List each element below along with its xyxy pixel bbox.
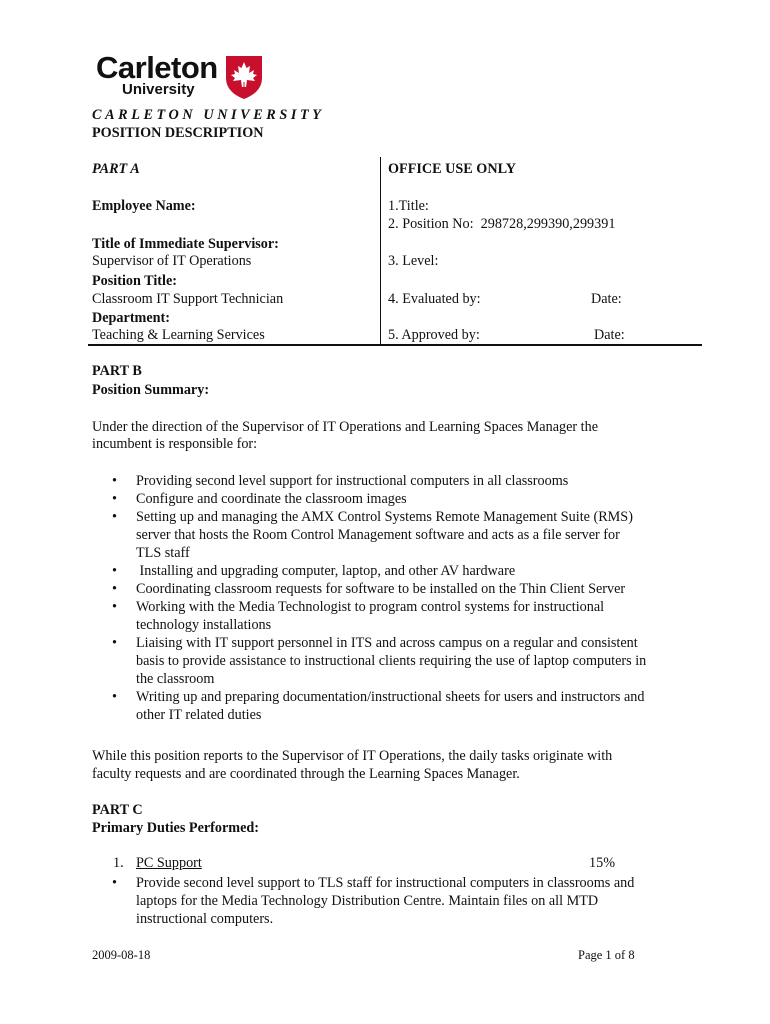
- office-evaluated-by-field: 4. Evaluated by:: [388, 291, 481, 307]
- list-item-text: • Working with the Media Technologist to program control systems for instructional: [136, 599, 605, 615]
- supervisor-label: Title of Immediate Supervisor:: [92, 236, 279, 252]
- document-title: POSITION DESCRIPTION: [92, 125, 264, 141]
- footer-date: 2009-08-18: [92, 948, 151, 962]
- supervisor-value: Supervisor of IT Operations: [92, 253, 252, 269]
- list-item: [91, 490, 731, 508]
- list-item-text: the classroom: [136, 671, 215, 687]
- employee-name-label: Employee Name:: [92, 198, 196, 214]
- duty-number: 1.: [113, 855, 124, 871]
- footer-page-number: Page 1 of 8: [578, 948, 635, 962]
- duty-percent: 15%: [589, 855, 616, 871]
- list-item-text: Providing second level support for instructional computers in all classrooms: [136, 473, 569, 489]
- office-approved-by-field: 5. Approved by:: [388, 327, 480, 343]
- list-item-text: • Setting up and managing the AMX Control Systems Remote Management Suite (RMS): [136, 509, 633, 525]
- list-item-text: • Liaising with IT support personnel in ITS and across campus on a regular and consistent: [136, 635, 638, 651]
- office-approved-date-field: Date:: [594, 327, 625, 343]
- summary-intro-line: incumbent is responsible for:: [92, 436, 258, 452]
- list-item-text: • Provide second level support to TLS staff for instructional computers in classrooms and: [136, 875, 635, 891]
- office-use-heading: OFFICE USE ONLY: [388, 161, 516, 177]
- responsibility-list: [91, 472, 731, 724]
- duty-title: PC Support: [136, 855, 202, 871]
- column-divider: [380, 157, 381, 345]
- office-title-field: 1.Title:: [388, 198, 429, 214]
- list-item: [91, 508, 731, 562]
- list-item-text: basis to provide assistance to instructional clients requiring the use of laptop computers in: [136, 653, 647, 669]
- list-item-text: Installing and upgrading computer, laptop, and other AV hardware: [136, 563, 516, 579]
- list-item: [91, 634, 731, 688]
- list-item: [91, 688, 731, 724]
- list-item-text: technology installations: [136, 617, 272, 633]
- primary-duties-heading: Primary Duties Performed:: [92, 820, 260, 836]
- list-item-text: TLS staff: [136, 545, 190, 561]
- office-evaluated-date-field: Date:: [591, 291, 622, 307]
- summary-intro-line: Under the direction of the Supervisor of IT Operations and Learning Spaces Manager the: [92, 419, 598, 435]
- office-position-number: 2. Position No: 298728,299390,299391: [388, 216, 616, 232]
- list-item: [91, 598, 731, 634]
- list-item: [91, 580, 731, 598]
- part-b-heading: PART B: [92, 363, 142, 379]
- part-a-bottom-rule: [88, 344, 702, 346]
- list-item-text: instructional computers.: [136, 911, 274, 927]
- university-heading: CARLETON UNIVERSITY: [92, 107, 325, 123]
- list-item: [91, 874, 731, 928]
- list-item-text: Coordinating classroom requests for software to be installed on the Thin Client Server: [136, 581, 626, 597]
- carleton-logo: [94, 52, 274, 102]
- list-item: [91, 562, 731, 580]
- list-item-text: laptops for the Media Technology Distribution Centre. Maintain files on all MTD: [136, 893, 599, 909]
- position-title-label: Position Title:: [92, 273, 177, 289]
- position-title-value: Classroom IT Support Technician: [92, 291, 284, 307]
- department-label: Department:: [92, 310, 171, 326]
- part-c-heading: PART C: [92, 802, 143, 818]
- department-value: Teaching & Learning Services: [92, 327, 265, 343]
- logo-wordmark-university: University: [122, 81, 195, 98]
- list-item-text: other IT related duties: [136, 707, 262, 723]
- list-item-text: server that hosts the Room Control Management software and acts as a file server for: [136, 527, 620, 543]
- office-level-field: 3. Level:: [388, 253, 439, 269]
- list-item-text: Configure and coordinate the classroom images: [136, 491, 407, 507]
- part-a-heading: PART A: [92, 161, 140, 177]
- duty-list: [91, 874, 731, 928]
- position-summary-heading: Position Summary:: [92, 382, 210, 398]
- maple-leaf-shield-icon: [224, 54, 264, 100]
- summary-closing-line: While this position reports to the Supervisor of IT Operations, the daily tasks originate with: [92, 748, 613, 764]
- list-item-text: • Writing up and preparing documentation/instructional sheets for users and instructors and: [136, 689, 645, 705]
- summary-closing-line: faculty requests and are coordinated through the Learning Spaces Manager.: [92, 766, 520, 782]
- list-item: [91, 472, 731, 490]
- logo-wordmark-carleton: Carleton: [96, 50, 218, 85]
